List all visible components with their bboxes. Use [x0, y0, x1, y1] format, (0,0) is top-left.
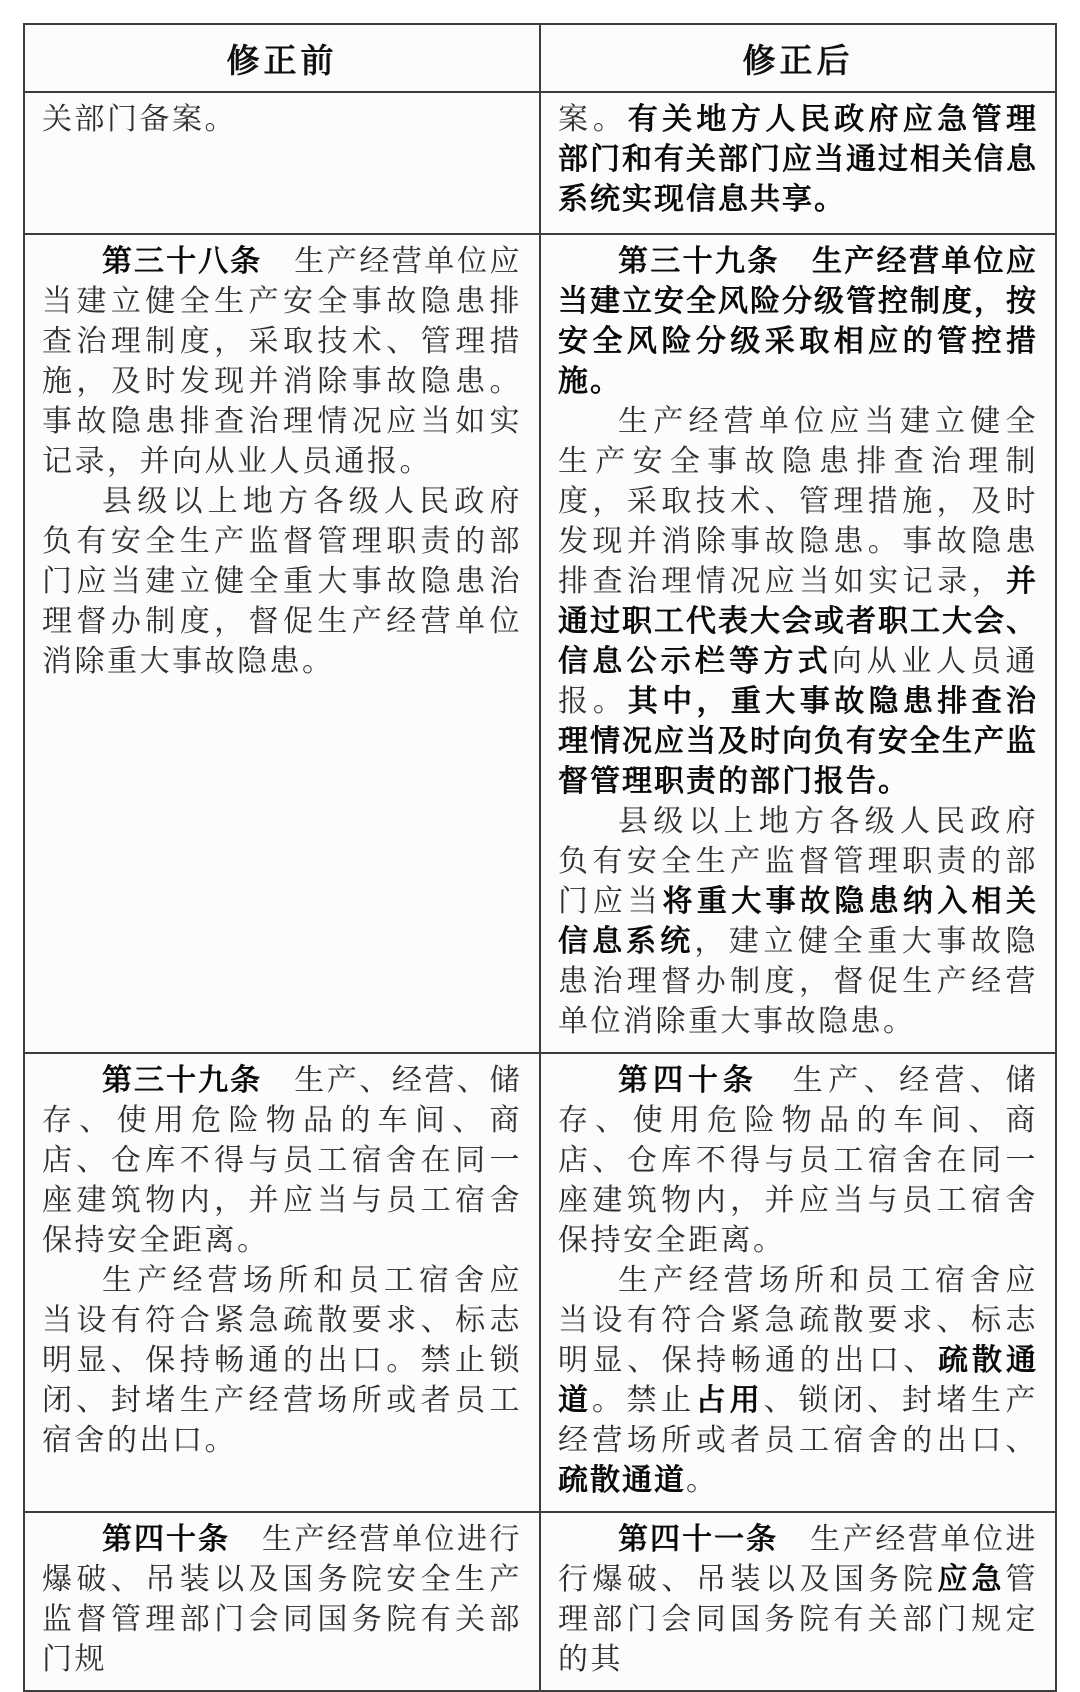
body-text: 生产经营单位进行爆破、吊装以及国务院安全生产监督管理部门会同国务院有关部门规 — [42, 1523, 522, 1676]
paragraph — [42, 242, 522, 482]
body-text: ，建立健全重大事故隐患治理督办制度，督促生产经营单位消除重大事故隐患。 — [558, 925, 1039, 1038]
cell-content — [541, 1054, 1055, 1511]
amended-text: 第四十一条 — [618, 1523, 811, 1556]
body-text: 案。 — [558, 103, 628, 136]
column-header-after: 修正后 — [540, 24, 1056, 92]
table-header — [24, 24, 1056, 92]
paragraph — [558, 1061, 1038, 1261]
comparison-table — [23, 23, 1057, 1692]
cell-content — [25, 235, 539, 972]
amended-text: 将重大事故隐患纳入相关信息系统 — [558, 885, 1039, 958]
paragraph — [558, 402, 1038, 802]
paragraph — [42, 482, 522, 682]
cell-before — [24, 1053, 540, 1512]
amended-text: 第三十九条 — [102, 1064, 295, 1097]
body-text: 向从业人员通报。 — [558, 645, 1039, 718]
column-header-before: 修正前 — [24, 24, 540, 92]
cell-content — [541, 235, 1055, 1052]
amended-text: 占用 — [695, 1384, 764, 1417]
paragraph — [558, 802, 1038, 1042]
paragraph — [558, 242, 1038, 402]
paragraph — [42, 1061, 522, 1261]
amended-text: 其中，重大事故隐患排查治理情况应当及时向负有安全生产监督管理职责的部门报告。 — [558, 685, 1039, 798]
paragraph — [558, 1520, 1038, 1680]
cell-after — [540, 92, 1056, 234]
cell-content — [25, 93, 539, 233]
paragraph — [42, 100, 522, 140]
cell-content — [541, 1513, 1055, 1690]
body-text: 生产、经营、储存、使用危险物品的车间、商店、仓库不得与员工宿舍在同一座建筑物内，并应当与员工宿舍保持安全距离。 — [42, 1064, 522, 1257]
header-row — [24, 24, 1056, 92]
cell-after — [540, 1053, 1056, 1512]
cell-after — [540, 1512, 1056, 1691]
paragraph — [558, 1261, 1038, 1501]
body-text: 生产经营单位应当建立健全生产安全事故隐患排查治理制度，采取技术、管理措施，及时发现并消除事故隐患。事故隐患排查治理情况应当如实记录，并向从业人员通报。 — [42, 245, 522, 478]
cell-before — [24, 234, 540, 1053]
paragraph — [42, 1520, 522, 1680]
table-row — [24, 234, 1056, 1053]
cell-after — [540, 234, 1056, 1053]
amended-text: 疏散通道 — [558, 1344, 1039, 1417]
amended-text: 第四十条 — [618, 1064, 793, 1097]
amended-text: 第三十九条 生产经营单位应当建立安全风险分级管控制度，按安全风险分级采取相应的管控措施。 — [558, 245, 1038, 398]
amended-text: 并通过职工代表大会或者职工大会、信息公示栏等方式 — [558, 565, 1038, 678]
body-text: 生产经营单位应当建立健全生产安全事故隐患排查治理制度，采取技术、管理措施，及时发现并消除事故隐患。事故隐患排查治理情况应当如实记录， — [558, 405, 1038, 598]
cell-content — [541, 93, 1055, 233]
body-text: 管理部门会同国务院有关部门规定的其 — [558, 1563, 1038, 1676]
body-text: 。 — [686, 1464, 719, 1497]
amended-text: 有关地方人民政府应急管理部门和有关部门应当通过相关信息系统实现信息共享。 — [558, 103, 1039, 216]
amended-text: 应急 — [937, 1563, 1006, 1596]
table-body — [24, 92, 1056, 1691]
amended-text: 第四十条 — [102, 1523, 262, 1556]
body-text: 生产、经营、储存、使用危险物品的车间、商店、仓库不得与员工宿舍在同一座建筑物内，并应当与员工宿舍保持安全距离。 — [558, 1064, 1039, 1257]
paragraph — [558, 100, 1038, 220]
table-row — [24, 1053, 1056, 1512]
cell-content — [25, 1054, 539, 1471]
cell-before — [24, 92, 540, 234]
amended-text: 第三十八条 — [102, 245, 295, 278]
cell-content — [25, 1513, 539, 1690]
table-row — [24, 92, 1056, 234]
body-text: 、锁闭、封堵生产经营场所或者员工宿舍的出口、 — [558, 1384, 1039, 1457]
body-text: 县级以上地方各级人民政府负有安全生产监督管理职责的部门应当 — [558, 805, 1038, 918]
body-text: 生产经营场所和员工宿舍应当设有符合紧急疏散要求、标志明显、保持畅通的出口、 — [558, 1264, 1038, 1377]
cell-before — [24, 1512, 540, 1691]
paragraph — [42, 1261, 522, 1461]
body-text: 。禁止 — [592, 1384, 696, 1417]
body-text: 关部门备案。 — [42, 103, 237, 136]
body-text: 县级以上地方各级人民政府负有安全生产监督管理职责的部门应当建立健全重大事故隐患治理督办制度，督促生产经营单位消除重大事故隐患。 — [42, 485, 522, 678]
body-text: 生产经营单位进行爆破、吊装以及国务院 — [558, 1523, 1038, 1596]
table-row — [24, 1512, 1056, 1691]
body-text: 生产经营场所和员工宿舍应当设有符合紧急疏散要求、标志明显、保持畅通的出口。禁止锁闭、封堵生产经营场所或者员工宿舍的出口。 — [42, 1264, 522, 1457]
amended-text: 疏散通道 — [558, 1464, 686, 1497]
